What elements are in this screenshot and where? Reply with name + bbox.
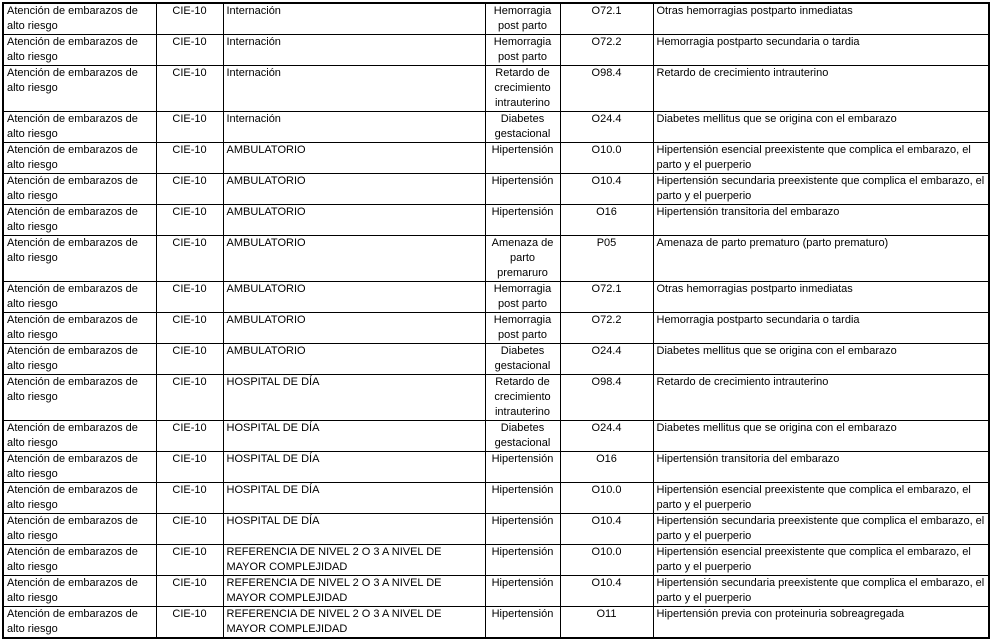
cell-cie10-code: O98.4	[560, 66, 653, 112]
cell-classification: CIE-10	[156, 205, 223, 236]
cell-condition: Diabetes gestacional	[485, 344, 560, 375]
cell-service-mode: HOSPITAL DE DÍA	[223, 514, 485, 545]
table-row	[3, 313, 989, 344]
cell-description: Hipertensión transitoria del embarazo	[653, 452, 989, 483]
cell-condition: Hipertensión	[485, 576, 560, 607]
cell-program: Atención de embarazos de alto riesgo	[3, 66, 156, 112]
cell-condition: Hipertensión	[485, 452, 560, 483]
cell-description: Retardo de crecimiento intrauterino	[653, 66, 989, 112]
cell-program: Atención de embarazos de alto riesgo	[3, 236, 156, 282]
cell-description: Hipertensión esencial preexistente que complica el embarazo, el parto y el puerperio	[653, 545, 989, 576]
cell-service-mode: AMBULATORIO	[223, 174, 485, 205]
cell-program: Atención de embarazos de alto riesgo	[3, 545, 156, 576]
cell-service-mode: REFERENCIA DE NIVEL 2 O 3 A NIVEL DE MAYOR COMPLEJIDAD	[223, 607, 485, 639]
cell-program: Atención de embarazos de alto riesgo	[3, 143, 156, 174]
cell-condition: Hipertensión	[485, 514, 560, 545]
table-row	[3, 344, 989, 375]
cell-classification: CIE-10	[156, 174, 223, 205]
cell-classification: CIE-10	[156, 375, 223, 421]
cell-description: Hemorragia postparto secundaria o tardia	[653, 313, 989, 344]
cell-service-mode: HOSPITAL DE DÍA	[223, 452, 485, 483]
cell-condition: Hipertensión	[485, 174, 560, 205]
cell-cie10-code: O72.2	[560, 313, 653, 344]
coverage-table-body	[3, 3, 989, 638]
cell-condition: Hemorragia post parto	[485, 282, 560, 313]
cell-description: Hipertensión secundaria preexistente que complica el embarazo, el parto y el puerperio	[653, 174, 989, 205]
cell-service-mode: HOSPITAL DE DÍA	[223, 421, 485, 452]
cell-classification: CIE-10	[156, 514, 223, 545]
cell-service-mode: Internación	[223, 112, 485, 143]
cell-condition: Hemorragia post parto	[485, 3, 560, 35]
cell-cie10-code: O24.4	[560, 421, 653, 452]
cell-classification: CIE-10	[156, 545, 223, 576]
cell-program: Atención de embarazos de alto riesgo	[3, 282, 156, 313]
cell-classification: CIE-10	[156, 607, 223, 639]
cell-classification: CIE-10	[156, 483, 223, 514]
cell-description: Otras hemorragias postparto inmediatas	[653, 3, 989, 35]
cell-condition: Hipertensión	[485, 205, 560, 236]
table-row	[3, 421, 989, 452]
cell-condition: Hemorragia post parto	[485, 35, 560, 66]
cell-program: Atención de embarazos de alto riesgo	[3, 452, 156, 483]
cell-cie10-code: O16	[560, 205, 653, 236]
table-row	[3, 514, 989, 545]
cell-program: Atención de embarazos de alto riesgo	[3, 375, 156, 421]
cell-service-mode: HOSPITAL DE DÍA	[223, 483, 485, 514]
table-row	[3, 66, 989, 112]
cell-service-mode: AMBULATORIO	[223, 313, 485, 344]
table-row	[3, 483, 989, 514]
cell-cie10-code: O10.0	[560, 483, 653, 514]
cell-service-mode: Internación	[223, 3, 485, 35]
cell-cie10-code: P05	[560, 236, 653, 282]
cell-classification: CIE-10	[156, 143, 223, 174]
cell-condition: Retardo de crecimiento intrauterino	[485, 375, 560, 421]
cell-cie10-code: O10.4	[560, 174, 653, 205]
cell-description: Hipertensión secundaria preexistente que complica el embarazo, el parto y el puerperio	[653, 514, 989, 545]
table-row	[3, 375, 989, 421]
cell-service-mode: AMBULATORIO	[223, 143, 485, 174]
table-row	[3, 205, 989, 236]
cell-cie10-code: O72.2	[560, 35, 653, 66]
cell-service-mode: AMBULATORIO	[223, 344, 485, 375]
cell-cie10-code: O10.0	[560, 545, 653, 576]
cell-condition: Amenaza de parto premaruro	[485, 236, 560, 282]
table-row	[3, 607, 989, 639]
table-row	[3, 282, 989, 313]
cell-classification: CIE-10	[156, 66, 223, 112]
table-row	[3, 112, 989, 143]
cell-program: Atención de embarazos de alto riesgo	[3, 112, 156, 143]
cell-program: Atención de embarazos de alto riesgo	[3, 576, 156, 607]
cell-program: Atención de embarazos de alto riesgo	[3, 607, 156, 639]
cell-cie10-code: O10.0	[560, 143, 653, 174]
cell-description: Retardo de crecimiento intrauterino	[653, 375, 989, 421]
table-row	[3, 545, 989, 576]
cell-service-mode: REFERENCIA DE NIVEL 2 O 3 A NIVEL DE MAYOR COMPLEJIDAD	[223, 545, 485, 576]
cell-classification: CIE-10	[156, 35, 223, 66]
cell-program: Atención de embarazos de alto riesgo	[3, 205, 156, 236]
cell-service-mode: AMBULATORIO	[223, 236, 485, 282]
cell-cie10-code: O72.1	[560, 282, 653, 313]
cell-condition: Hipertensión	[485, 143, 560, 174]
cell-cie10-code: O10.4	[560, 576, 653, 607]
cell-cie10-code: O10.4	[560, 514, 653, 545]
cell-condition: Hipertensión	[485, 545, 560, 576]
cell-condition: Hemorragia post parto	[485, 313, 560, 344]
cell-description: Diabetes mellitus que se origina con el embarazo	[653, 421, 989, 452]
cell-cie10-code: O98.4	[560, 375, 653, 421]
cell-program: Atención de embarazos de alto riesgo	[3, 421, 156, 452]
table-row	[3, 452, 989, 483]
cell-program: Atención de embarazos de alto riesgo	[3, 483, 156, 514]
coverage-table	[2, 2, 990, 639]
cell-program: Atención de embarazos de alto riesgo	[3, 514, 156, 545]
cell-classification: CIE-10	[156, 112, 223, 143]
cell-classification: CIE-10	[156, 452, 223, 483]
cell-condition: Hipertensión	[485, 483, 560, 514]
table-row	[3, 576, 989, 607]
cell-service-mode: AMBULATORIO	[223, 282, 485, 313]
cell-program: Atención de embarazos de alto riesgo	[3, 313, 156, 344]
cell-classification: CIE-10	[156, 421, 223, 452]
cell-description: Hipertensión esencial preexistente que complica el embarazo, el parto y el puerperio	[653, 483, 989, 514]
cell-classification: CIE-10	[156, 3, 223, 35]
table-row	[3, 35, 989, 66]
cell-classification: CIE-10	[156, 236, 223, 282]
cell-program: Atención de embarazos de alto riesgo	[3, 35, 156, 66]
cell-service-mode: REFERENCIA DE NIVEL 2 O 3 A NIVEL DE MAYOR COMPLEJIDAD	[223, 576, 485, 607]
table-row	[3, 236, 989, 282]
cell-classification: CIE-10	[156, 282, 223, 313]
cell-classification: CIE-10	[156, 344, 223, 375]
table-row	[3, 174, 989, 205]
cell-description: Otras hemorragias postparto inmediatas	[653, 282, 989, 313]
cell-description: Hipertensión secundaria preexistente que complica el embarazo, el parto y el puerperio	[653, 576, 989, 607]
cell-classification: CIE-10	[156, 576, 223, 607]
cell-classification: CIE-10	[156, 313, 223, 344]
cell-program: Atención de embarazos de alto riesgo	[3, 174, 156, 205]
cell-condition: Hipertensión	[485, 607, 560, 639]
cell-cie10-code: O16	[560, 452, 653, 483]
cell-condition: Retardo de crecimiento intrauterino	[485, 66, 560, 112]
cell-condition: Diabetes gestacional	[485, 421, 560, 452]
cell-service-mode: Internación	[223, 66, 485, 112]
cell-cie10-code: O24.4	[560, 344, 653, 375]
table-row	[3, 143, 989, 174]
cell-service-mode: HOSPITAL DE DÍA	[223, 375, 485, 421]
cell-description: Hemorragia postparto secundaria o tardia	[653, 35, 989, 66]
table-row	[3, 3, 989, 35]
cell-service-mode: AMBULATORIO	[223, 205, 485, 236]
cell-cie10-code: O11	[560, 607, 653, 639]
cell-cie10-code: O72.1	[560, 3, 653, 35]
cell-description: Hipertensión esencial preexistente que complica el embarazo, el parto y el puerperio	[653, 143, 989, 174]
cell-description: Amenaza de parto prematuro (parto prematuro)	[653, 236, 989, 282]
cell-condition: Diabetes gestacional	[485, 112, 560, 143]
cell-description: Diabetes mellitus que se origina con el embarazo	[653, 344, 989, 375]
cell-program: Atención de embarazos de alto riesgo	[3, 3, 156, 35]
cell-description: Hipertensión transitoria del embarazo	[653, 205, 989, 236]
cell-program: Atención de embarazos de alto riesgo	[3, 344, 156, 375]
cell-description: Hipertensión previa con proteinuria sobreagregada	[653, 607, 989, 639]
cell-description: Diabetes mellitus que se origina con el embarazo	[653, 112, 989, 143]
cell-cie10-code: O24.4	[560, 112, 653, 143]
cell-service-mode: Internación	[223, 35, 485, 66]
